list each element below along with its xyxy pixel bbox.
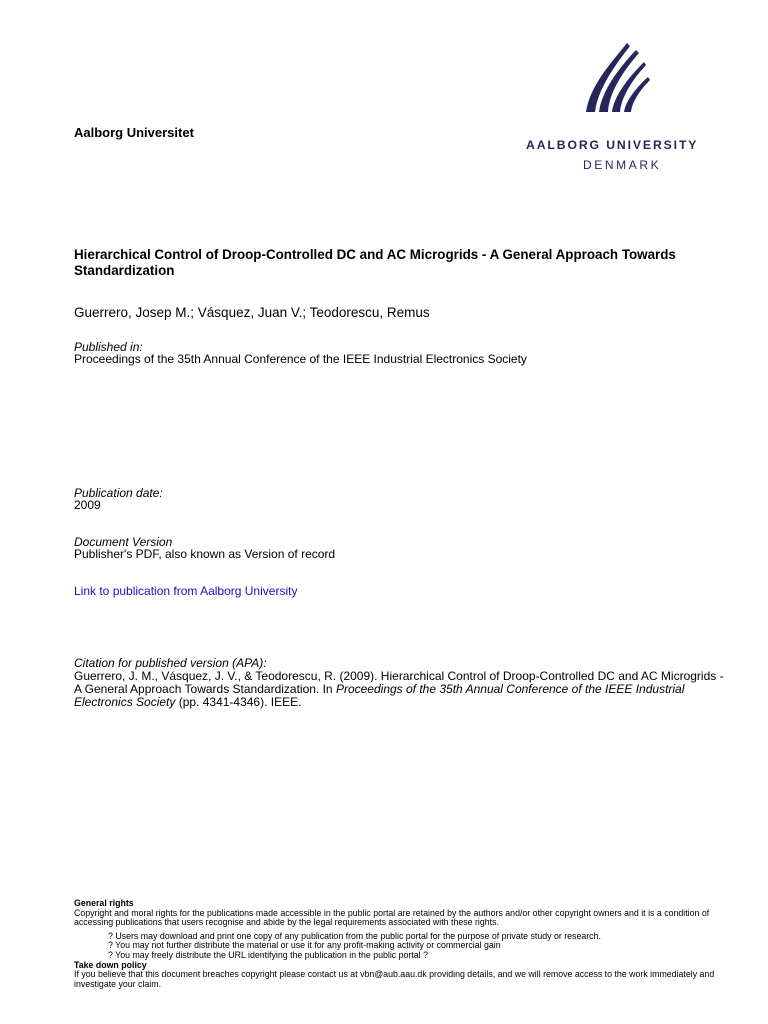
published-in-value: Proceedings of the 35th Annual Conference of the IEEE Industrial Electronics Society	[74, 352, 527, 366]
publication-link[interactable]: Link to publication from Aalborg University	[74, 584, 298, 598]
take-down-text: If you believe that this document breaches copyright please contact us at vbn@aub.aau.dk providing details, and we will remove access to the work immediately and investigate your claim.	[74, 969, 715, 989]
document-version-value: Publisher's PDF, also known as Version of record	[74, 547, 336, 561]
publication-date-section	[74, 487, 163, 512]
general-rights-text: Copyright and moral rights for the publications made accessible in the public portal are retained by the authors and/or other copyright owners and it is a condition of accessing publications that users recognise and abide by the legal requirements associated with these rights.	[74, 907, 710, 928]
rights-bullet: ? Users may download and print one copy of any publication from the public portal for the purpose of private study or research.	[108, 930, 601, 941]
general-rights-heading: General rights	[74, 898, 134, 908]
citation-text	[74, 670, 724, 709]
citation-label	[74, 657, 267, 669]
publication-date-label: Publication date:	[74, 486, 163, 500]
institution-name: Aalborg Universitet	[74, 125, 194, 140]
take-down-heading: Take down policy	[74, 959, 147, 970]
citation-label-text: Citation for published version (APA):	[74, 656, 267, 670]
authors: Guerrero, Josep M.; Vásquez, Juan V.; Teodorescu, Remus	[74, 305, 430, 320]
rights-bullet: ? You may not further distribute the material or use it for any profit-making activity or commercial gain	[108, 940, 501, 951]
logo-university-name: AALBORG UNIVERSITY	[526, 138, 699, 152]
published-in-label: Published in:	[74, 340, 143, 354]
published-in-section	[74, 341, 527, 366]
citation-text-post: (pp. 4341-4346). IEEE.	[175, 695, 302, 709]
citation-text-italic: Proceedings of the 35th Annual Conference of the IEEE Industrial Electronics Society	[74, 682, 685, 709]
document-version-section	[74, 536, 335, 561]
publication-date-value: 2009	[74, 498, 101, 512]
publication-title: Hierarchical Control of Droop-Controlled DC and AC Microgrids - A General Approach Towards Standardization	[74, 247, 676, 278]
rights-notice	[74, 899, 724, 989]
rights-bullet: ? You may freely distribute the URL identifying the publication in the public portal ?	[108, 949, 428, 960]
aalborg-university-logo	[522, 40, 728, 176]
citation-text-pre: Guerrero, J. M., Vásquez, J. V., & Teodorescu, R. (2009). Hierarchical Control of Droop-Controlled DC and AC Microgrids - A General Approach Towards Standardization. In	[74, 669, 724, 696]
document-version-label: Document Version	[74, 535, 173, 549]
logo-country: DENMARK	[583, 158, 662, 172]
logo-wave-icon	[584, 40, 654, 114]
